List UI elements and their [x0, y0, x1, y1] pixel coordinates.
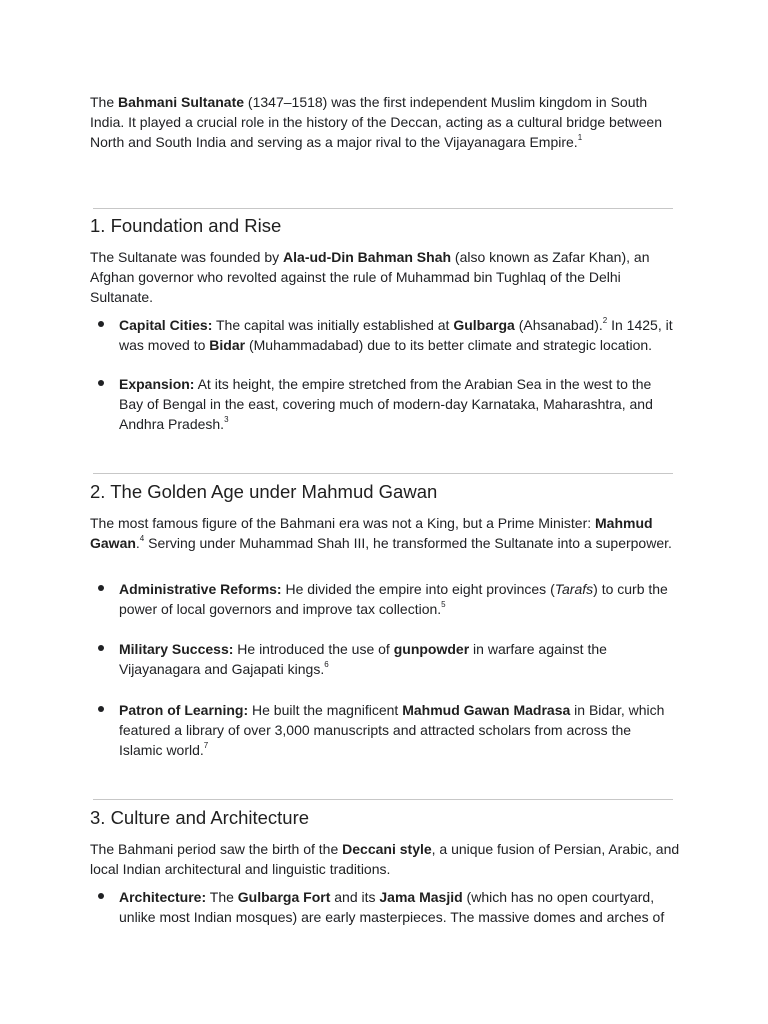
- text: He divided the empire into eight provinces (: [281, 581, 555, 597]
- section-paragraph: [90, 513, 680, 553]
- section-divider: [93, 208, 673, 209]
- bold-term: gunpowder: [393, 641, 470, 657]
- text: ) to curb the power of local governors and improve tax collection.: [119, 581, 668, 617]
- section-paragraph: [90, 839, 680, 879]
- italic-term: Tarafs: [554, 581, 594, 597]
- footnote-marker[interactable]: 5: [441, 600, 446, 610]
- intro-paragraph: [90, 92, 680, 152]
- text: (1347–1518) was the first independent Muslim kingdom in South India. It played a crucial role in the history of the Deccan, acting as a cultural bridge between North and South India and serving as a major rival to the Vijayanagara Empire.: [90, 94, 662, 150]
- text: Serving under Muhammad Shah III, he transformed the Sultanate into a superpower.: [144, 535, 672, 551]
- bullet-icon: [98, 706, 106, 714]
- bold-term: Mahmud Gawan Madrasa: [402, 702, 571, 718]
- text: In 1425, it was moved to: [119, 317, 673, 353]
- text: He introduced the use of: [233, 641, 394, 657]
- section-heading: 2. The Golden Age under Mahmud Gawan: [90, 481, 438, 502]
- footnote-marker[interactable]: 2: [602, 316, 608, 326]
- text: (which has no open courtyard, unlike most Indian mosques) are early masterpieces. The massive domes and arches of: [119, 889, 665, 925]
- text: in Bidar, which featured a library of over 3,000 manuscripts and attracted scholars from across the Islamic world.: [119, 702, 665, 758]
- section-paragraph: [90, 247, 680, 307]
- list-item: [119, 887, 674, 927]
- bullet-icon: [98, 380, 106, 388]
- text: The Sultanate was founded by: [90, 249, 284, 265]
- text: The most famous figure of the Bahmani era was not a King, but a Prime Minister:: [90, 515, 596, 531]
- text: and its: [330, 889, 380, 905]
- bold-term: Gulbarga Fort: [237, 889, 331, 905]
- bold-term: Deccani style: [342, 841, 432, 857]
- footnote-marker[interactable]: 3: [224, 415, 229, 425]
- text: (Muhammadabad) due to its better climate and strategic location.: [245, 337, 653, 353]
- text: The Bahmani period saw the birth of the: [90, 841, 343, 857]
- text: .: [135, 535, 140, 551]
- section-divider: [93, 473, 673, 474]
- text: He built the magnificent: [248, 702, 403, 718]
- bold-term: Jama Masjid: [379, 889, 463, 905]
- bullet-icon: [98, 321, 106, 329]
- item-label: Military Success:: [119, 641, 234, 657]
- bullet-icon: [98, 585, 106, 593]
- text: (Ahsanabad).: [514, 317, 603, 333]
- bold-term: Mahmud Gawan: [90, 515, 653, 551]
- text: , a unique fusion of Persian, Arabic, and local Indian architectural and linguistic traditions.: [90, 841, 680, 877]
- text: The: [206, 889, 238, 905]
- footnote-marker[interactable]: 1: [577, 133, 583, 143]
- section-divider: [93, 799, 673, 800]
- text: At its height, the empire stretched from the Arabian Sea in the west to the Bay of Bengal in the east, covering much of modern-day Karnataka, Maharashtra, and Andhra Pradesh.: [119, 376, 653, 432]
- bold-term: Bidar: [209, 337, 246, 353]
- list-item: [119, 579, 674, 619]
- item-label: Expansion:: [119, 376, 195, 392]
- footnote-marker[interactable]: 4: [139, 534, 145, 544]
- bold-term: Gulbarga: [453, 317, 515, 333]
- footnote-marker[interactable]: 7: [203, 741, 209, 751]
- item-label: Patron of Learning:: [119, 702, 249, 718]
- item-label: Architecture:: [119, 889, 207, 905]
- text: The: [90, 94, 119, 110]
- item-label: Administrative Reforms:: [119, 581, 282, 597]
- list-item: [119, 700, 674, 760]
- text: (also known as Zafar Khan), an Afghan governor who revolted against the rule of Muhammad bin Tughlaq of the Delhi Sultanate.: [90, 249, 650, 305]
- footnote-marker[interactable]: 6: [324, 660, 329, 670]
- item-label: Capital Cities:: [119, 317, 213, 333]
- list-item: [119, 639, 674, 679]
- bold-term: Bahmani Sultanate: [118, 94, 245, 110]
- bullet-icon: [98, 645, 106, 653]
- section-heading: 1. Foundation and Rise: [90, 215, 282, 236]
- list-item: [119, 315, 674, 355]
- list-item: [119, 374, 674, 434]
- bold-term: Ala-ud-Din Bahman Shah: [283, 249, 452, 265]
- bullet-icon: [98, 893, 106, 901]
- text: The capital was initially established at: [212, 317, 454, 333]
- section-heading: 3. Culture and Architecture: [90, 807, 310, 828]
- text: in warfare against the Vijayanagara and Gajapati kings.: [119, 641, 607, 677]
